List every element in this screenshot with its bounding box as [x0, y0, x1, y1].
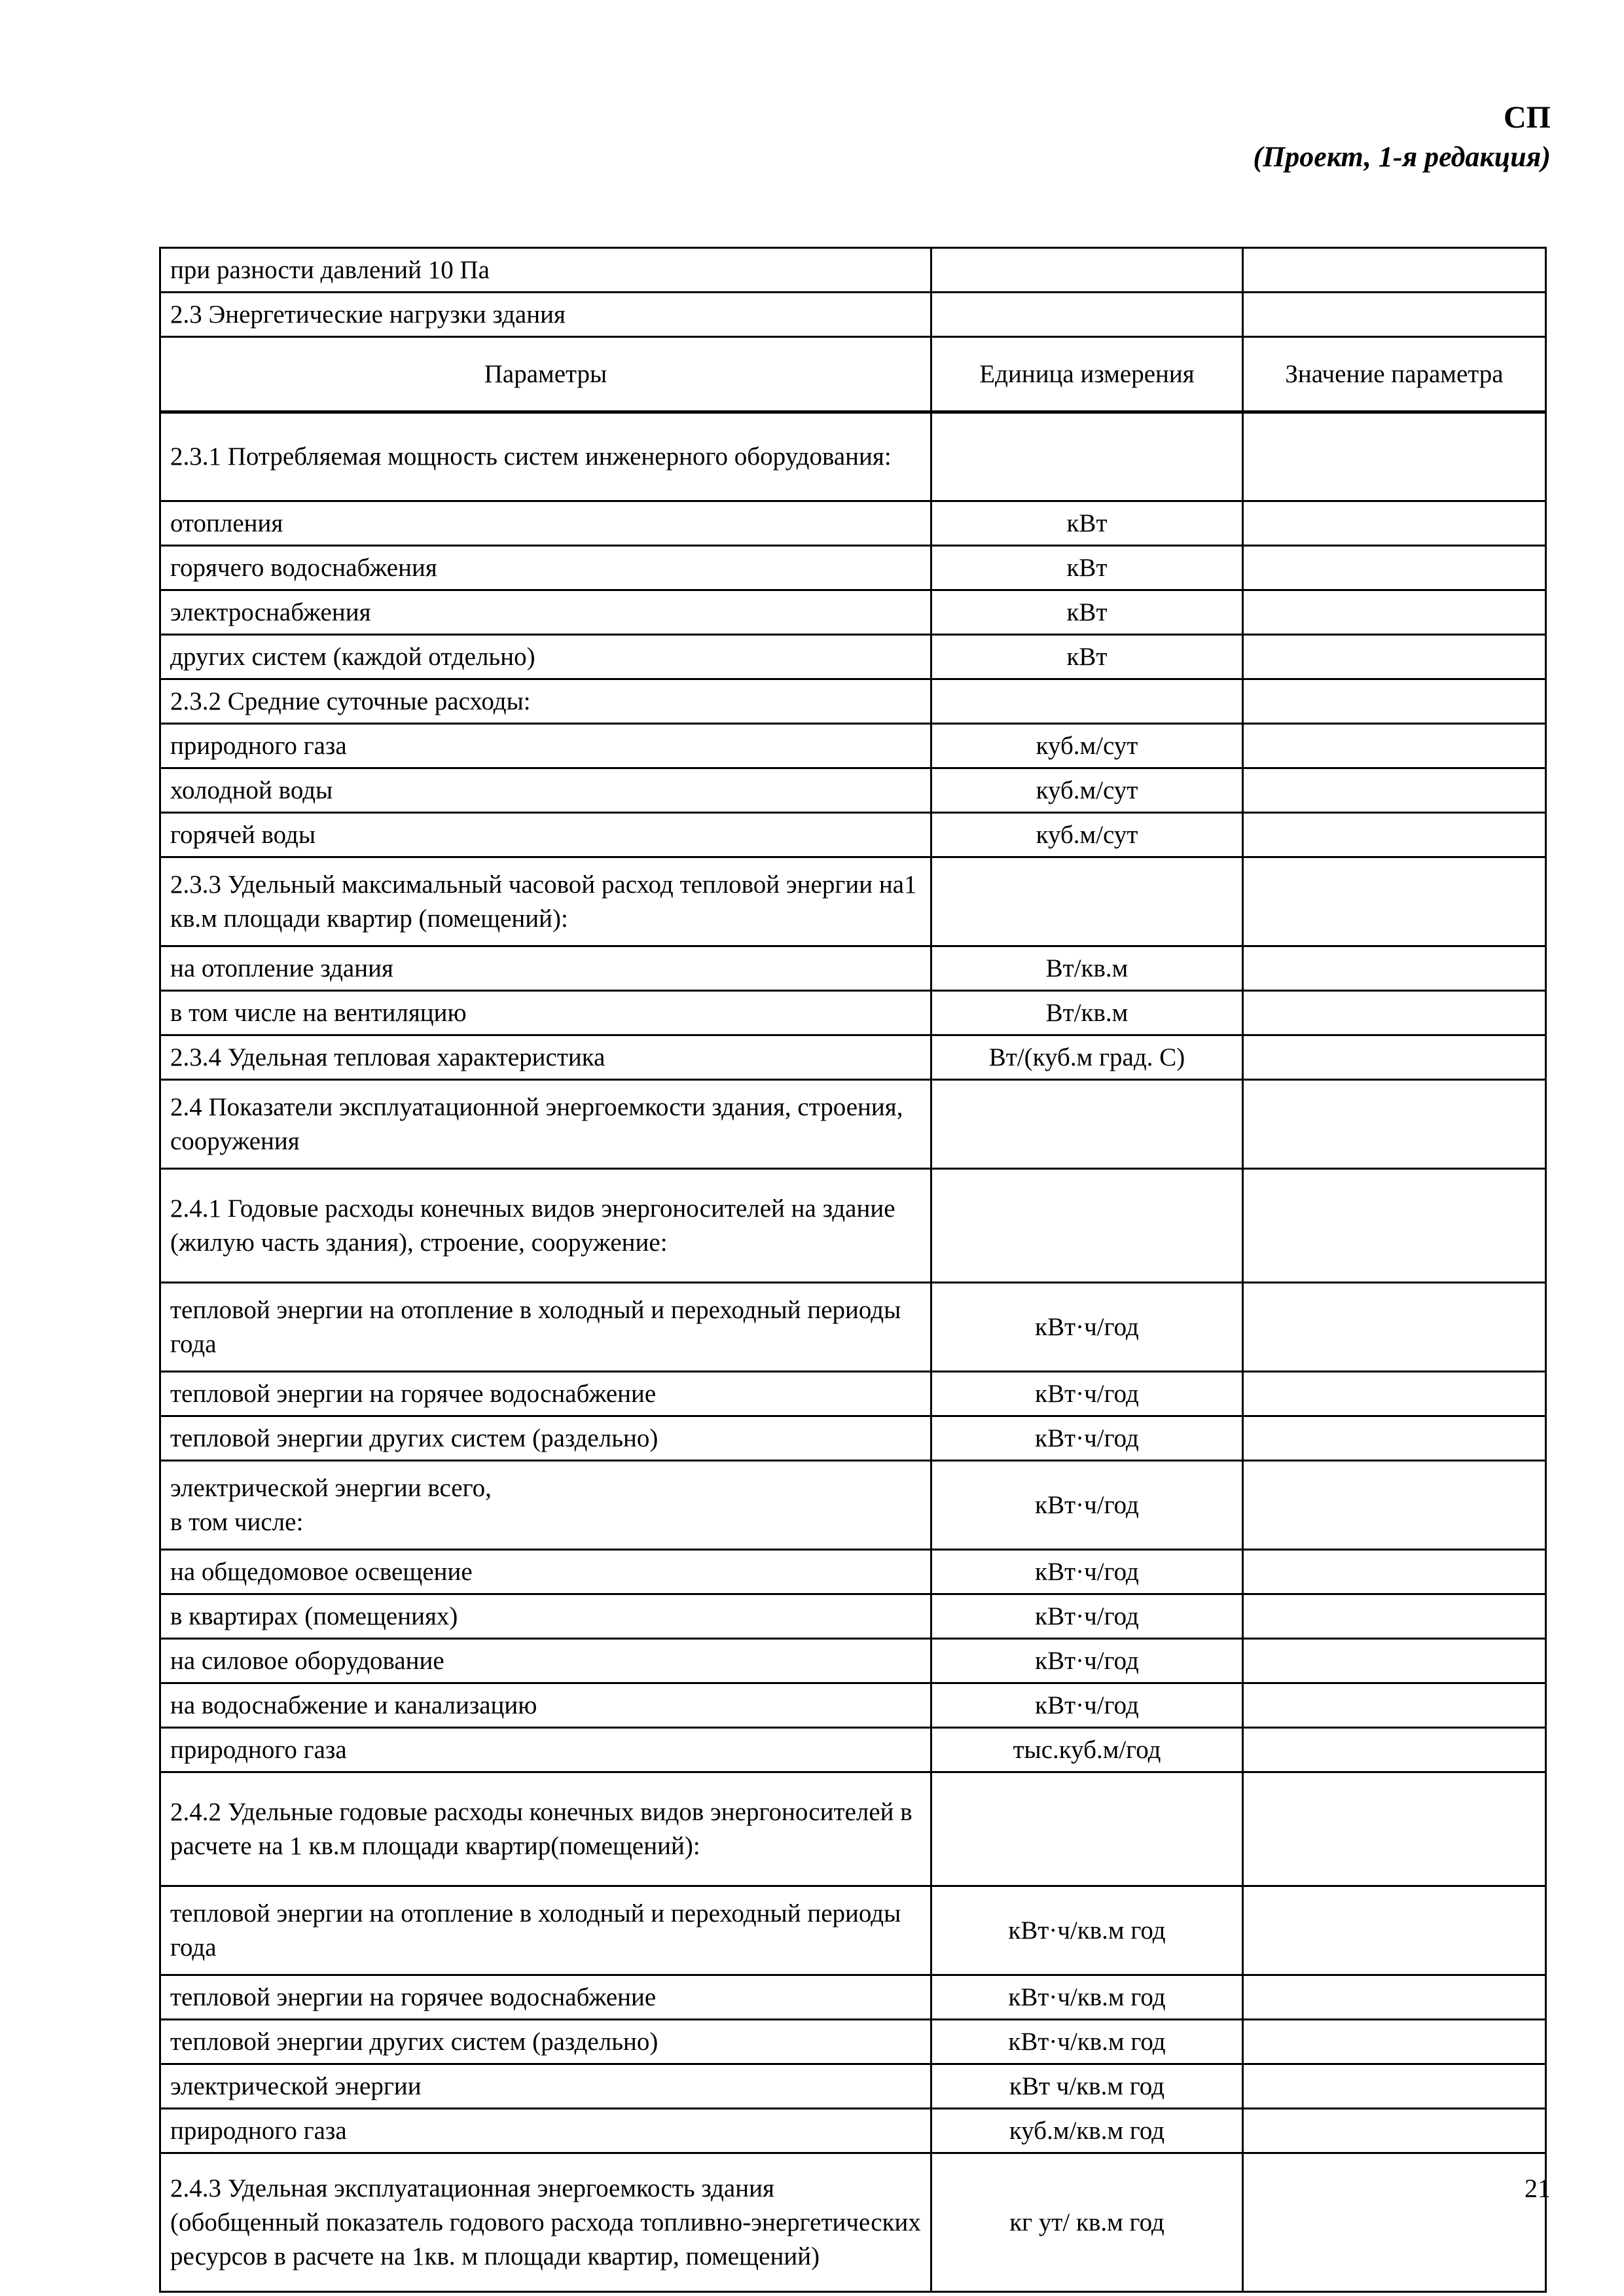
unit-cell: кВт·ч/год — [931, 1283, 1243, 1372]
table-row — [160, 2020, 1546, 2064]
param-cell: 2.3.1 Потребляемая мощность систем инженерного оборудования: — [160, 412, 931, 501]
table-row — [160, 590, 1546, 635]
param-cell: тепловой энергии на отопление в холодный и переходный периоды года — [160, 1886, 931, 1975]
table-row — [160, 2153, 1546, 2292]
value-cell — [1243, 1975, 1546, 2020]
unit-cell: кВт·ч/год — [931, 1372, 1243, 1416]
unit-cell: куб.м/сут — [931, 813, 1243, 857]
unit-cell: кВт ч/кв.м год — [931, 2064, 1243, 2109]
unit-cell: куб.м/кв.м год — [931, 2109, 1243, 2153]
param-cell: природного газа — [160, 1728, 931, 1772]
param-cell: 2.4.1 Годовые расходы конечных видов энергоносителей на здание (жилую часть здания), строение, сооружение: — [160, 1169, 931, 1283]
param-cell: электрической энергии всего, в том числе: — [160, 1461, 931, 1550]
value-cell — [1243, 1461, 1546, 1550]
param-cell: тепловой энергии на горячее водоснабжение — [160, 1975, 931, 2020]
column-header-value: Значение параметра — [1243, 337, 1546, 412]
table-row — [160, 412, 1546, 501]
unit-cell: Вт/кв.м — [931, 946, 1243, 991]
value-cell — [1243, 1035, 1546, 1080]
table-row — [160, 1372, 1546, 1416]
unit-cell — [931, 1772, 1243, 1886]
param-cell: 2.4.3 Удельная эксплуатационная энергоемкость здания (обобщенный показатель годового расхода топливно-энергетических ресурсов в расчете на 1кв. м площади квартир, помещений) — [160, 2153, 931, 2292]
unit-cell: кг ут/ кв.м год — [931, 2153, 1243, 2292]
unit-cell: куб.м/сут — [931, 724, 1243, 768]
column-header-params: Параметры — [160, 337, 931, 412]
param-cell: в квартирах (помещениях) — [160, 1594, 931, 1639]
value-cell — [1243, 293, 1546, 337]
value-cell — [1243, 2020, 1546, 2064]
unit-cell — [931, 1169, 1243, 1283]
value-cell — [1243, 679, 1546, 724]
table-row — [160, 501, 1546, 546]
table-row — [160, 546, 1546, 590]
unit-cell — [931, 412, 1243, 501]
param-cell: тепловой энергии на отопление в холодный и переходный периоды года — [160, 1283, 931, 1372]
unit-cell — [931, 857, 1243, 946]
table-row — [160, 1639, 1546, 1683]
value-cell — [1243, 1886, 1546, 1975]
unit-cell: кВт·ч/кв.м год — [931, 1975, 1243, 2020]
param-cell: природного газа — [160, 2109, 931, 2153]
param-cell: 2.4 Показатели эксплуатационной энергоемкости здания, строения, сооружения — [160, 1080, 931, 1169]
table-row — [160, 2064, 1546, 2109]
table-row — [160, 1728, 1546, 1772]
value-cell — [1243, 1550, 1546, 1594]
unit-cell: кВт — [931, 590, 1243, 635]
param-cell: при разности давлений 10 Па — [160, 248, 931, 293]
param-cell: отопления — [160, 501, 931, 546]
unit-cell — [931, 1080, 1243, 1169]
value-cell — [1243, 2153, 1546, 2292]
value-cell — [1243, 2109, 1546, 2153]
table-row — [160, 1416, 1546, 1461]
unit-cell: кВт — [931, 501, 1243, 546]
table-row — [160, 1080, 1546, 1169]
param-cell: на водоснабжение и канализацию — [160, 1683, 931, 1728]
table-row — [160, 946, 1546, 991]
table-row — [160, 813, 1546, 857]
value-cell — [1243, 1416, 1546, 1461]
table-row — [160, 768, 1546, 813]
unit-cell: тыс.куб.м/год — [931, 1728, 1243, 1772]
value-cell — [1243, 501, 1546, 546]
table-row — [160, 1461, 1546, 1550]
param-cell: горячего водоснабжения — [160, 546, 931, 590]
table-header-row — [160, 337, 1546, 412]
unit-cell: кВт — [931, 635, 1243, 679]
value-cell — [1243, 1594, 1546, 1639]
value-cell — [1243, 1683, 1546, 1728]
table-row — [160, 635, 1546, 679]
param-cell: на общедомовое освещение — [160, 1550, 931, 1594]
value-cell — [1243, 1080, 1546, 1169]
document-code: СП — [1504, 100, 1551, 135]
param-cell: 2.3.2 Средние суточные расходы: — [160, 679, 931, 724]
value-cell — [1243, 1639, 1546, 1683]
value-cell — [1243, 1169, 1546, 1283]
table-row — [160, 679, 1546, 724]
unit-cell: кВт·ч/год — [931, 1461, 1243, 1550]
unit-cell: Вт/(куб.м град. С) — [931, 1035, 1243, 1080]
param-cell: 2.3.4 Удельная тепловая характеристика — [160, 1035, 931, 1080]
value-cell — [1243, 590, 1546, 635]
unit-cell: куб.м/сут — [931, 768, 1243, 813]
table-row — [160, 293, 1546, 337]
value-cell — [1243, 857, 1546, 946]
value-cell — [1243, 546, 1546, 590]
table-row — [160, 1283, 1546, 1372]
table-row — [160, 2109, 1546, 2153]
document-header — [1253, 98, 1551, 177]
param-cell: горячей воды — [160, 813, 931, 857]
value-cell — [1243, 768, 1546, 813]
param-cell: тепловой энергии других систем (раздельно) — [160, 1416, 931, 1461]
value-cell — [1243, 1772, 1546, 1886]
param-cell: тепловой энергии других систем (раздельно) — [160, 2020, 931, 2064]
table-row — [160, 991, 1546, 1035]
page-number: 21 — [1525, 2174, 1551, 2203]
value-cell — [1243, 813, 1546, 857]
value-cell — [1243, 991, 1546, 1035]
param-cell: 2.4.2 Удельные годовые расходы конечных видов энергоносителей в расчете на 1 кв.м площади квартир(помещений): — [160, 1772, 931, 1886]
unit-cell: кВт·ч/год — [931, 1683, 1243, 1728]
table-row — [160, 724, 1546, 768]
table-row — [160, 857, 1546, 946]
unit-cell: кВт·ч/год — [931, 1639, 1243, 1683]
unit-cell — [931, 248, 1243, 293]
value-cell — [1243, 248, 1546, 293]
unit-cell: кВт·ч/год — [931, 1594, 1243, 1639]
table-row — [160, 248, 1546, 293]
unit-cell: кВт·ч/кв.м год — [931, 2020, 1243, 2064]
value-cell — [1243, 412, 1546, 501]
param-cell: на силовое оборудование — [160, 1639, 931, 1683]
table-row — [160, 1169, 1546, 1283]
table-row — [160, 1772, 1546, 1886]
param-cell: других систем (каждой отдельно) — [160, 635, 931, 679]
value-cell — [1243, 1728, 1546, 1772]
value-cell — [1243, 1372, 1546, 1416]
value-cell — [1243, 635, 1546, 679]
table-row — [160, 1975, 1546, 2020]
table-row — [160, 1683, 1546, 1728]
unit-cell: кВт·ч/год — [931, 1550, 1243, 1594]
unit-cell — [931, 293, 1243, 337]
value-cell — [1243, 1283, 1546, 1372]
unit-cell: Вт/кв.м — [931, 991, 1243, 1035]
param-cell: тепловой энергии на горячее водоснабжение — [160, 1372, 931, 1416]
param-cell: природного газа — [160, 724, 931, 768]
value-cell — [1243, 2064, 1546, 2109]
param-cell: в том числе на вентиляцию — [160, 991, 931, 1035]
param-cell: 2.3 Энергетические нагрузки здания — [160, 293, 931, 337]
param-cell: электрической энергии — [160, 2064, 931, 2109]
param-cell: электроснабжения — [160, 590, 931, 635]
value-cell — [1243, 724, 1546, 768]
unit-cell: кВт — [931, 546, 1243, 590]
param-cell: 2.3.3 Удельный максимальный часовой расход тепловой энергии на1 кв.м площади квартир (помещений): — [160, 857, 931, 946]
table-row — [160, 1594, 1546, 1639]
document-edition: (Проект, 1-я редакция) — [1253, 141, 1551, 173]
unit-cell — [931, 679, 1243, 724]
value-cell — [1243, 946, 1546, 991]
table-row — [160, 1886, 1546, 1975]
unit-cell: кВт·ч/кв.м год — [931, 1886, 1243, 1975]
unit-cell: кВт·ч/год — [931, 1416, 1243, 1461]
column-header-unit: Единица измерения — [931, 337, 1243, 412]
table-row — [160, 1035, 1546, 1080]
param-cell: холодной воды — [160, 768, 931, 813]
param-cell: на отопление здания — [160, 946, 931, 991]
parameters-table — [159, 247, 1547, 2293]
table-row — [160, 1550, 1546, 1594]
